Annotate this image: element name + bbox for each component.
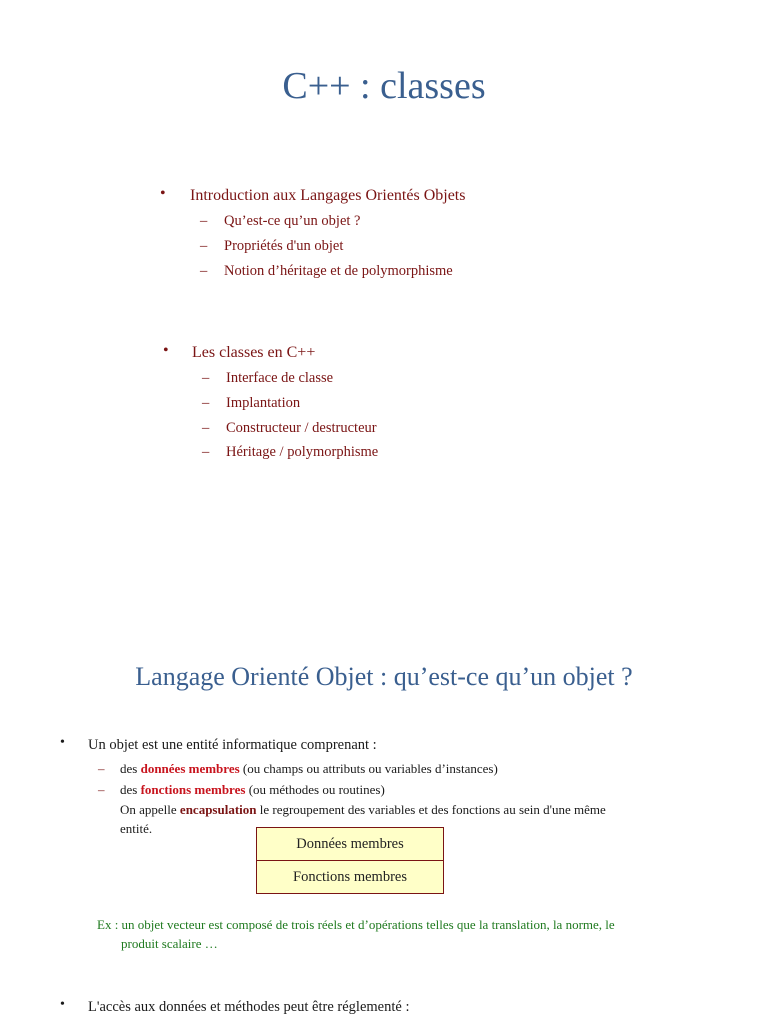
donnees-membres-term: données membres xyxy=(140,761,240,776)
section-1-item: Notion d’héritage et de polymorphisme xyxy=(224,263,453,279)
slide2-title: Langage Orienté Objet : qu’est-ce qu’un objet ? xyxy=(135,662,633,691)
box-donnees-membres: Données membres xyxy=(256,827,444,861)
section-2-item: Constructeur / destructeur xyxy=(226,420,377,436)
sub-prefix: des xyxy=(120,782,141,797)
section-1-item: Propriétés d'un objet xyxy=(224,238,344,254)
bullet-dot: • xyxy=(160,185,166,202)
section-2-item: Interface de classe xyxy=(226,370,334,386)
section-2-heading: Les classes en C++ xyxy=(192,344,316,361)
section-2-item: Implantation xyxy=(226,395,301,411)
sub-donnees-membres xyxy=(120,761,498,777)
section-1-heading: Introduction aux Langages Orientés Objets xyxy=(190,187,466,204)
encapsulation-definition xyxy=(120,802,606,818)
dash-icon: – xyxy=(202,395,210,411)
bullet-acces-reglemente: L'accès aux données et méthodes peut être réglementé : xyxy=(88,999,410,1015)
section-1-item: Qu’est-ce qu’un objet ? xyxy=(224,213,361,229)
dash-icon: – xyxy=(200,263,208,279)
dash-icon: – xyxy=(200,238,208,254)
bullet-dot: • xyxy=(163,342,169,359)
example-line2: produit scalaire … xyxy=(121,936,218,951)
sub-fonctions-membres xyxy=(120,782,385,798)
dash-icon: – xyxy=(202,444,210,460)
section-2-item: Héritage / polymorphisme xyxy=(226,444,379,460)
dash-icon: – xyxy=(202,420,210,436)
box-fonctions-membres: Fonctions membres xyxy=(256,860,444,894)
encaps-suffix: le regroupement des variables et des fonctions au sein d'une même xyxy=(256,802,606,817)
bullet-dot: • xyxy=(60,735,65,750)
encaps-prefix: On appelle xyxy=(120,802,180,817)
encapsulation-line2: entité. xyxy=(120,821,153,836)
fonctions-membres-term: fonctions membres xyxy=(140,782,246,797)
sub-prefix: des xyxy=(120,761,141,776)
dash-icon: – xyxy=(200,213,208,229)
bullet-objet-definition: Un objet est une entité informatique comprenant : xyxy=(88,737,377,753)
encapsulation-term: encapsulation xyxy=(179,802,257,817)
bullet-dot: • xyxy=(60,997,65,1012)
dash-icon: – xyxy=(202,370,210,386)
sub-suffix: (ou champs ou attributs ou variables d’instances) xyxy=(239,761,498,776)
dash-icon: – xyxy=(98,761,105,776)
dash-icon: – xyxy=(98,782,105,797)
slide1-title: C++ : classes xyxy=(282,65,486,107)
example-line1: Ex : un objet vecteur est composé de trois réels et d’opérations telles que la translation, la norme, le xyxy=(97,917,615,932)
sub-suffix: (ou méthodes ou routines) xyxy=(245,782,385,797)
